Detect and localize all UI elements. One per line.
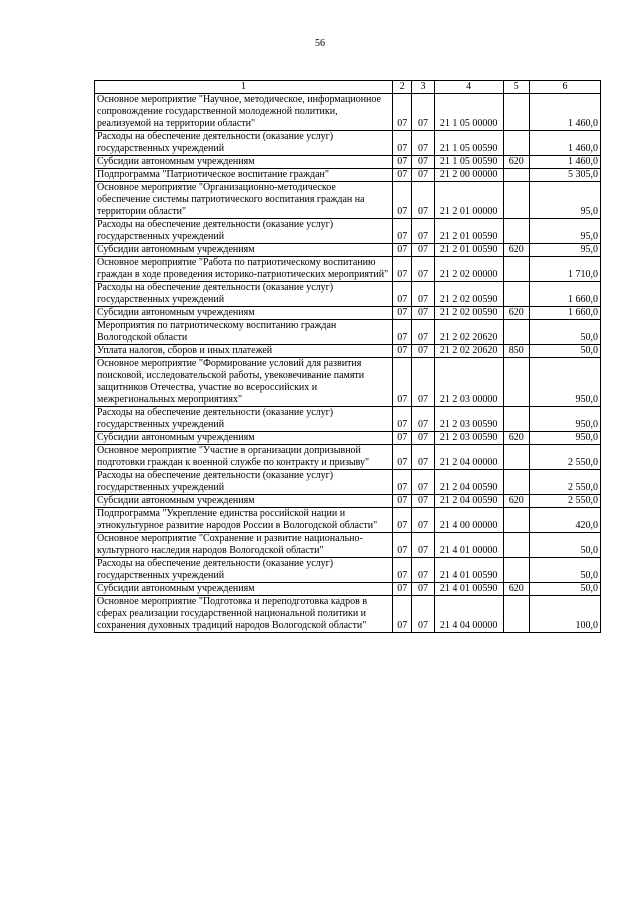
row-subsection: 07 xyxy=(412,307,434,320)
row-name: Мероприятия по патриотическому воспитанию граждан Вологодской области xyxy=(95,320,393,345)
row-name: Расходы на обеспечение деятельности (оказание услуг) государственных учреждений xyxy=(95,558,393,583)
row-name: Подпрограмма "Патриотическое воспитание граждан" xyxy=(95,169,393,182)
page-number: 56 xyxy=(315,38,325,49)
row-section: 07 xyxy=(393,244,412,257)
row-subsection: 07 xyxy=(412,508,434,533)
row-amount: 50,0 xyxy=(529,533,600,558)
row-section: 07 xyxy=(393,495,412,508)
row-name: Основное мероприятие "Сохранение и развитие национально-культурного наследия народов Вологодской области" xyxy=(95,533,393,558)
row-target-code: 21 2 02 20620 xyxy=(434,345,503,358)
row-amount: 950,0 xyxy=(529,407,600,432)
row-section: 07 xyxy=(393,558,412,583)
row-subsection: 07 xyxy=(412,495,434,508)
row-name: Субсидии автономным учреждениям xyxy=(95,307,393,320)
row-target-code: 21 4 00 00000 xyxy=(434,508,503,533)
row-name: Основное мероприятие "Участие в организации допризывной подготовки граждан к военной службе по контракту и призыву" xyxy=(95,445,393,470)
row-expense-type xyxy=(503,219,529,244)
row-section: 07 xyxy=(393,583,412,596)
row-name: Субсидии автономным учреждениям xyxy=(95,244,393,257)
row-section: 07 xyxy=(393,345,412,358)
table-row xyxy=(95,470,601,495)
row-subsection: 07 xyxy=(412,358,434,407)
row-name: Субсидии автономным учреждениям xyxy=(95,156,393,169)
row-section: 07 xyxy=(393,320,412,345)
row-expense-type xyxy=(503,169,529,182)
row-subsection: 07 xyxy=(412,470,434,495)
row-amount: 50,0 xyxy=(529,345,600,358)
row-subsection: 07 xyxy=(412,596,434,633)
row-expense-type xyxy=(503,470,529,495)
row-amount: 50,0 xyxy=(529,558,600,583)
row-expense-type xyxy=(503,596,529,633)
row-section: 07 xyxy=(393,156,412,169)
row-name: Расходы на обеспечение деятельности (оказание услуг) государственных учреждений xyxy=(95,407,393,432)
row-target-code: 21 4 04 00000 xyxy=(434,596,503,633)
row-name: Основное мероприятие "Работа по патриотическому воспитанию граждан в ходе проведения историко-патриотических мероприятий" xyxy=(95,257,393,282)
row-section: 07 xyxy=(393,533,412,558)
row-amount: 100,0 xyxy=(529,596,600,633)
row-subsection: 07 xyxy=(412,407,434,432)
table-row xyxy=(95,94,601,131)
row-amount: 1 660,0 xyxy=(529,307,600,320)
row-amount: 1 460,0 xyxy=(529,94,600,131)
row-target-code: 21 2 01 00590 xyxy=(434,219,503,244)
row-target-code: 21 2 04 00000 xyxy=(434,445,503,470)
row-target-code: 21 2 01 00000 xyxy=(434,182,503,219)
row-name: Расходы на обеспечение деятельности (оказание услуг) государственных учреждений xyxy=(95,282,393,307)
row-target-code: 21 1 05 00000 xyxy=(434,94,503,131)
row-section: 07 xyxy=(393,257,412,282)
row-section: 07 xyxy=(393,445,412,470)
row-target-code: 21 2 04 00590 xyxy=(434,470,503,495)
header-col-6: 6 xyxy=(529,81,600,94)
row-name: Субсидии автономным учреждениям xyxy=(95,583,393,596)
row-subsection: 07 xyxy=(412,345,434,358)
table-row xyxy=(95,445,601,470)
row-target-code: 21 2 02 00000 xyxy=(434,257,503,282)
budget-table xyxy=(94,80,601,633)
row-target-code: 21 2 03 00590 xyxy=(434,407,503,432)
table-row xyxy=(95,533,601,558)
row-expense-type xyxy=(503,407,529,432)
row-subsection: 07 xyxy=(412,432,434,445)
table-row xyxy=(95,244,601,257)
row-amount: 2 550,0 xyxy=(529,445,600,470)
header-row xyxy=(95,81,601,94)
row-target-code: 21 2 03 00000 xyxy=(434,358,503,407)
row-subsection: 07 xyxy=(412,533,434,558)
header-col-1: 1 xyxy=(95,81,393,94)
row-expense-type: 620 xyxy=(503,495,529,508)
row-subsection: 07 xyxy=(412,257,434,282)
row-amount: 1 660,0 xyxy=(529,282,600,307)
table-row xyxy=(95,307,601,320)
row-expense-type xyxy=(503,533,529,558)
table-row xyxy=(95,131,601,156)
row-expense-type xyxy=(503,558,529,583)
row-expense-type: 620 xyxy=(503,244,529,257)
row-subsection: 07 xyxy=(412,558,434,583)
row-target-code: 21 2 02 20620 xyxy=(434,320,503,345)
table-row xyxy=(95,182,601,219)
row-name: Расходы на обеспечение деятельности (оказание услуг) государственных учреждений xyxy=(95,219,393,244)
row-section: 07 xyxy=(393,219,412,244)
row-subsection: 07 xyxy=(412,182,434,219)
row-name: Расходы на обеспечение деятельности (оказание услуг) государственных учреждений xyxy=(95,131,393,156)
row-section: 07 xyxy=(393,470,412,495)
row-subsection: 07 xyxy=(412,445,434,470)
row-amount: 95,0 xyxy=(529,182,600,219)
row-section: 07 xyxy=(393,182,412,219)
row-section: 07 xyxy=(393,94,412,131)
table-row xyxy=(95,596,601,633)
row-subsection: 07 xyxy=(412,320,434,345)
row-section: 07 xyxy=(393,508,412,533)
row-subsection: 07 xyxy=(412,156,434,169)
row-amount: 5 305,0 xyxy=(529,169,600,182)
row-amount: 2 550,0 xyxy=(529,470,600,495)
row-name: Субсидии автономным учреждениям xyxy=(95,495,393,508)
header-col-5: 5 xyxy=(503,81,529,94)
table-row xyxy=(95,320,601,345)
row-subsection: 07 xyxy=(412,282,434,307)
row-amount: 1 460,0 xyxy=(529,156,600,169)
row-amount: 1 710,0 xyxy=(529,257,600,282)
table-row xyxy=(95,495,601,508)
row-name: Подпрограмма "Укрепление единства российской нации и этнокультурное развитие народов России в Вологодской области" xyxy=(95,508,393,533)
row-amount: 1 460,0 xyxy=(529,131,600,156)
row-target-code: 21 4 01 00000 xyxy=(434,533,503,558)
row-name: Основное мероприятие "Научное, методическое, информационное сопровождение государственной молодежной политики, реализуемой на территории области" xyxy=(95,94,393,131)
row-amount: 95,0 xyxy=(529,244,600,257)
table-row xyxy=(95,508,601,533)
row-target-code: 21 4 01 00590 xyxy=(434,558,503,583)
header-col-4: 4 xyxy=(434,81,503,94)
row-expense-type xyxy=(503,320,529,345)
header-col-3: 3 xyxy=(412,81,434,94)
row-subsection: 07 xyxy=(412,131,434,156)
row-amount: 420,0 xyxy=(529,508,600,533)
row-expense-type xyxy=(503,445,529,470)
row-expense-type xyxy=(503,131,529,156)
row-section: 07 xyxy=(393,596,412,633)
row-section: 07 xyxy=(393,432,412,445)
row-name: Основное мероприятие "Организационно-методическое обеспечение системы патриотического воспитания граждан на территории области" xyxy=(95,182,393,219)
row-expense-type: 620 xyxy=(503,156,529,169)
row-expense-type xyxy=(503,358,529,407)
row-amount: 2 550,0 xyxy=(529,495,600,508)
row-subsection: 07 xyxy=(412,219,434,244)
row-amount: 95,0 xyxy=(529,219,600,244)
row-subsection: 07 xyxy=(412,244,434,257)
table-row xyxy=(95,156,601,169)
row-section: 07 xyxy=(393,358,412,407)
row-subsection: 07 xyxy=(412,169,434,182)
row-amount: 950,0 xyxy=(529,432,600,445)
row-name: Субсидии автономным учреждениям xyxy=(95,432,393,445)
row-name: Основное мероприятие "Подготовка и переподготовка кадров в сферах реализации государственной национальной политики и сохранения духовных традиций народов Вологодской области" xyxy=(95,596,393,633)
row-target-code: 21 2 02 00590 xyxy=(434,282,503,307)
header-col-2: 2 xyxy=(393,81,412,94)
row-expense-type: 620 xyxy=(503,307,529,320)
row-amount: 50,0 xyxy=(529,320,600,345)
row-target-code: 21 2 04 00590 xyxy=(434,495,503,508)
row-amount: 50,0 xyxy=(529,583,600,596)
row-target-code: 21 2 01 00590 xyxy=(434,244,503,257)
row-section: 07 xyxy=(393,307,412,320)
table-row xyxy=(95,583,601,596)
table-row xyxy=(95,432,601,445)
row-section: 07 xyxy=(393,407,412,432)
row-expense-type: 620 xyxy=(503,583,529,596)
row-expense-type xyxy=(503,508,529,533)
table-row xyxy=(95,407,601,432)
table-row xyxy=(95,358,601,407)
row-expense-type xyxy=(503,94,529,131)
row-target-code: 21 1 05 00590 xyxy=(434,131,503,156)
row-name: Уплата налогов, сборов и иных платежей xyxy=(95,345,393,358)
row-name: Основное мероприятие "Формирование условий для развития поисковой, исследовательской работы, увековечивание памяти защитников Отечества, участие во всероссийских и межрегиональных мероприятиях" xyxy=(95,358,393,407)
row-target-code: 21 2 02 00590 xyxy=(434,307,503,320)
row-expense-type xyxy=(503,257,529,282)
row-section: 07 xyxy=(393,282,412,307)
table-row xyxy=(95,345,601,358)
row-target-code: 21 2 00 00000 xyxy=(434,169,503,182)
row-amount: 950,0 xyxy=(529,358,600,407)
row-subsection: 07 xyxy=(412,583,434,596)
row-expense-type: 850 xyxy=(503,345,529,358)
row-target-code: 21 1 05 00590 xyxy=(434,156,503,169)
table-row xyxy=(95,219,601,244)
table-row xyxy=(95,257,601,282)
row-target-code: 21 2 03 00590 xyxy=(434,432,503,445)
row-expense-type: 620 xyxy=(503,432,529,445)
row-name: Расходы на обеспечение деятельности (оказание услуг) государственных учреждений xyxy=(95,470,393,495)
row-expense-type xyxy=(503,282,529,307)
row-expense-type xyxy=(503,182,529,219)
table-row xyxy=(95,169,601,182)
row-section: 07 xyxy=(393,169,412,182)
row-section: 07 xyxy=(393,131,412,156)
row-subsection: 07 xyxy=(412,94,434,131)
table-row xyxy=(95,282,601,307)
table-row xyxy=(95,558,601,583)
row-target-code: 21 4 01 00590 xyxy=(434,583,503,596)
